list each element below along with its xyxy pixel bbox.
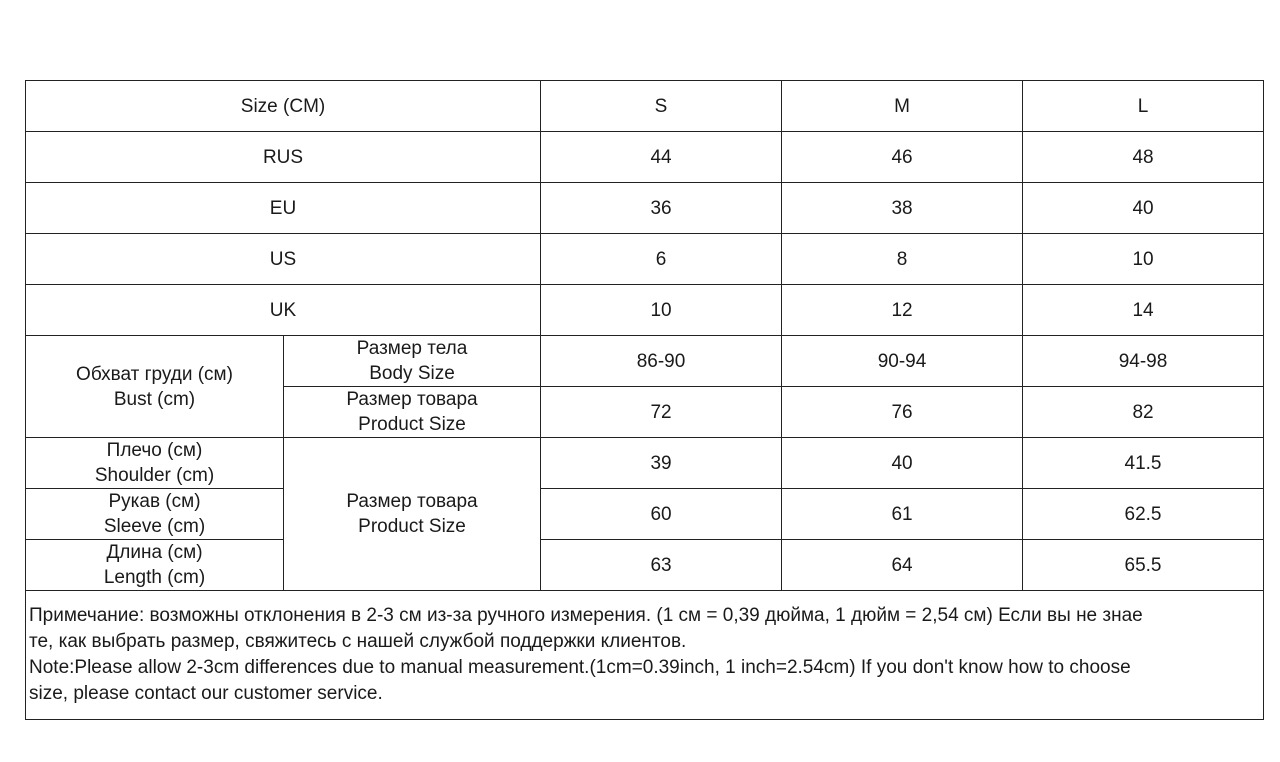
cell-value: 82 <box>1023 387 1264 438</box>
cell-value: 40 <box>1023 183 1264 234</box>
sleeve-label-en: Sleeve (cm) <box>103 516 206 537</box>
row-us <box>26 234 1264 285</box>
row-eu <box>26 183 1264 234</box>
row-length <box>26 540 1264 591</box>
cell-value: 10 <box>541 285 782 336</box>
row-uk <box>26 285 1264 336</box>
row-shoulder <box>26 438 1264 489</box>
bust-label <box>26 336 284 438</box>
size-type-ru: Размер товара <box>346 389 478 410</box>
header-row <box>26 81 1264 132</box>
product-size-label <box>284 438 541 591</box>
row-label: RUS <box>26 132 541 183</box>
shoulder-label <box>26 438 284 489</box>
cell-value: 65.5 <box>1023 540 1264 591</box>
cell-value: 38 <box>782 183 1023 234</box>
cell-value: 60 <box>541 489 782 540</box>
cell-value: 63 <box>541 540 782 591</box>
size-type-label <box>284 387 541 438</box>
cell-value: 14 <box>1023 285 1264 336</box>
shoulder-label-ru: Плечо (см) <box>106 440 203 461</box>
measurement-note <box>26 591 1264 720</box>
cell-value: 46 <box>782 132 1023 183</box>
cell-value: 61 <box>782 489 1023 540</box>
product-size-en: Product Size <box>358 516 466 537</box>
cell-value: 36 <box>541 183 782 234</box>
row-rus <box>26 132 1264 183</box>
size-type-label <box>284 336 541 387</box>
header-size-l: L <box>1023 81 1264 132</box>
cell-value: 76 <box>782 387 1023 438</box>
sleeve-label-ru: Рукав (см) <box>108 491 201 512</box>
note-en-line-1: Note:Please allow 2-3cm differences due to manual measurement.(1cm=0.39inch, 1 inch=2.54cm) If you don't know how to choose <box>29 657 1131 678</box>
size-type-ru: Размер тела <box>356 338 468 359</box>
note-ru-line-2: те, как выбрать размер, свяжитесь с нашей службой поддержки клиентов. <box>29 631 687 652</box>
note-row <box>26 591 1264 720</box>
header-label: Size (CM) <box>26 81 541 132</box>
length-label-en: Length (cm) <box>103 567 206 588</box>
row-label: US <box>26 234 541 285</box>
size-type-en: Product Size <box>358 414 466 435</box>
bust-label-en: Bust (cm) <box>113 388 196 410</box>
product-size-ru: Размер товара <box>346 491 478 512</box>
row-sleeve <box>26 489 1264 540</box>
cell-value: 72 <box>541 387 782 438</box>
header-size-m: M <box>782 81 1023 132</box>
cell-value: 62.5 <box>1023 489 1264 540</box>
cell-value: 86-90 <box>541 336 782 387</box>
note-ru-line-1: Примечание: возможны отклонения в 2-3 см из-за ручного измерения. (1 см = 0,39 дюйма, 1 дюйм = 2,54 см) Если вы не знае <box>29 605 1143 626</box>
row-bust-body <box>26 336 1264 387</box>
cell-value: 39 <box>541 438 782 489</box>
row-label: UK <box>26 285 541 336</box>
shoulder-label-en: Shoulder (cm) <box>94 465 215 486</box>
sleeve-label <box>26 489 284 540</box>
cell-value: 41.5 <box>1023 438 1264 489</box>
cell-value: 40 <box>782 438 1023 489</box>
cell-value: 94-98 <box>1023 336 1264 387</box>
header-size-s: S <box>541 81 782 132</box>
cell-value: 90-94 <box>782 336 1023 387</box>
note-en-line-2: size, please contact our customer service. <box>29 683 383 704</box>
length-label-ru: Длина (см) <box>106 542 203 563</box>
bust-label-ru: Обхват груди (см) <box>76 363 233 385</box>
cell-value: 48 <box>1023 132 1264 183</box>
size-type-en: Body Size <box>369 363 455 384</box>
cell-value: 44 <box>541 132 782 183</box>
length-label <box>26 540 284 591</box>
cell-value: 8 <box>782 234 1023 285</box>
row-label: EU <box>26 183 541 234</box>
cell-value: 6 <box>541 234 782 285</box>
cell-value: 64 <box>782 540 1023 591</box>
cell-value: 10 <box>1023 234 1264 285</box>
size-chart-table <box>25 80 1264 720</box>
cell-value: 12 <box>782 285 1023 336</box>
